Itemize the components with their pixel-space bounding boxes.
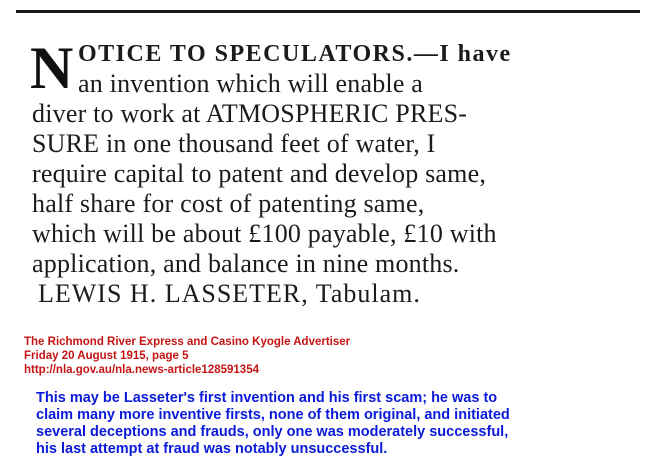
clipping-line-1: OTICE TO SPECULATORS.—I have [78, 41, 512, 67]
clipping-line-4: SURE in one thousand feet of water, I [32, 129, 436, 158]
source-citation [24, 335, 644, 377]
clipping-line-2: an invention which will enable a [78, 69, 424, 98]
clipping-line-7: which will be about £100 payable, £10 with [32, 219, 497, 248]
clipping-line-6: half share for cost of patenting same, [32, 189, 425, 218]
clipping-line-8: application, and balance in nine months. [32, 249, 460, 278]
clipping-signature: LEWIS H. LASSETER, Tabulam. [38, 279, 421, 308]
commentary-line-2: claim many more inventive firsts, none of them original, and initiated [36, 407, 510, 423]
commentary-line-1: This may be Lasseter's first invention and his first scam; he was to [36, 390, 498, 406]
commentary-line-4: his last attempt at fraud was notably unsuccessful. [36, 441, 388, 457]
newspaper-clipping [16, 20, 636, 320]
drop-cap: N [30, 35, 74, 101]
source-url[interactable]: http://nla.gov.au/nla.news-article128591354 [24, 364, 259, 376]
source-date-page: Friday 20 August 1915, page 5 [24, 350, 189, 362]
source-publication: The Richmond River Express and Casino Kyogle Advertiser [24, 336, 351, 348]
top-rule [16, 10, 640, 13]
clipping-line-5: require capital to patent and develop same, [32, 159, 487, 188]
commentary-line-3: several deceptions and frauds, only one was moderately successful, [36, 424, 509, 440]
clipping-line-3: diver to work at ATMOSPHERIC PRES- [32, 99, 468, 128]
commentary [36, 390, 636, 458]
